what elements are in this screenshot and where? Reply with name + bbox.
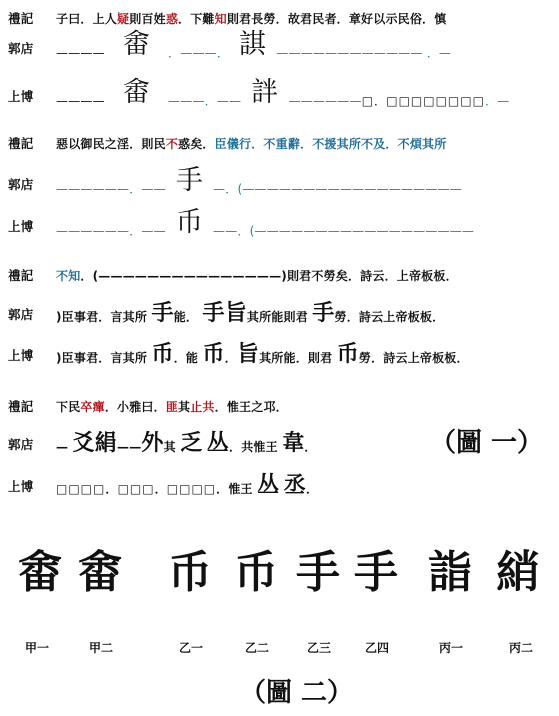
ancient-glyph: 手 [202, 300, 225, 326]
dash-run: ． [374, 93, 387, 108]
ancient-glyph: 詊 [251, 76, 279, 108]
row-text [56, 300, 445, 326]
figure-glyph: 畬 [18, 547, 62, 598]
ancient-glyph: 畬 [122, 76, 151, 108]
ancient-glyph: 币 [151, 341, 174, 367]
figure-1-caption: （圖 一） [430, 428, 544, 458]
ancient-glyph: 手 [175, 164, 204, 196]
text-segment: ．共惟王 [229, 440, 278, 454]
text-segment: 其所能．則君 [259, 351, 333, 365]
text-segment: ． [154, 482, 167, 496]
ancient-glyph: 絹 [94, 430, 117, 456]
row-text [56, 28, 452, 62]
text-segment: ．(———————————————)則君不勞矣．詩云．上帝板板． [80, 268, 458, 283]
dash-run: ．— [484, 93, 510, 108]
missing-box-run: □□□□ [166, 482, 217, 496]
text-segment: )臣事君．言其所 [56, 351, 148, 365]
text-segment: 其 [163, 440, 176, 454]
text-segment: ．惟王之邛． [214, 399, 288, 414]
text-segment: 下民 [56, 399, 81, 414]
row-text [56, 398, 288, 415]
text-segment: 能． [173, 310, 199, 324]
text-segment: 則百姓 [129, 11, 166, 26]
text-segment: ． [304, 440, 317, 454]
figure-glyph-label: 丙二 [508, 641, 533, 655]
highlight-red: 不 [165, 136, 179, 151]
ancient-glyph: 币 [175, 206, 204, 238]
row-label: 上博 [8, 89, 34, 104]
figure-glyph: 币 [168, 547, 212, 598]
dash-run: ．———． [168, 45, 230, 60]
dash-run: ——————．—— [56, 223, 166, 238]
figure-glyph: 手 [354, 547, 398, 598]
ancient-glyph: 諆 [239, 28, 267, 60]
missing-box-run: □□□□ [56, 482, 106, 496]
text-segment: ．小雅曰． [104, 399, 166, 414]
missing-box-run: □□□□□□□□ [386, 93, 485, 108]
row-label: 上博 [8, 479, 34, 494]
text-segment: 勞．詩云上帝板板． [358, 351, 469, 365]
text-segment: ． [105, 482, 118, 496]
text-segment: 則君長勞．故君民者．章好以示民俗．慎 [226, 11, 447, 26]
ancient-glyph: 币 [336, 341, 359, 367]
dash-run: ———— [56, 45, 105, 60]
figure-glyph: 綃 [496, 547, 540, 598]
figure-glyph: 詣 [428, 547, 472, 598]
highlight-red: 卒癉 [80, 399, 105, 414]
text-segment: — [56, 440, 69, 454]
row-label: 郭店 [8, 177, 34, 192]
highlight-red: 疑 [117, 11, 130, 26]
row-label: 禮記 [8, 136, 34, 151]
row-label: 禮記 [8, 268, 34, 283]
text-segment: ．惟王 [216, 482, 253, 496]
ancient-glyph: 丞 [283, 472, 306, 498]
ancient-glyph: 币 [202, 341, 225, 367]
dash-run: ———————————— [276, 45, 423, 60]
missing-box: □ [361, 93, 375, 108]
row-text [56, 206, 475, 240]
text-segment: ． [224, 351, 237, 365]
ancient-glyph: 外 [141, 430, 164, 456]
ancient-glyph: 旨 [224, 300, 247, 326]
row-label: 郭店 [8, 41, 34, 56]
dash-run: —．(—————————————————— [213, 181, 462, 196]
row-label: 郭店 [8, 437, 34, 452]
figure-2-caption: （圖 二） [240, 678, 354, 708]
row-text [56, 472, 319, 498]
text-segment: 其所能則君 [246, 310, 308, 324]
row-text [56, 10, 446, 27]
text-segment: 其 [178, 399, 191, 414]
row-label: 禮記 [8, 399, 34, 414]
text-segment: ． [305, 482, 319, 496]
ancient-glyph: 丛 [257, 472, 280, 498]
figure-glyph-label: 乙一 [178, 641, 203, 655]
dash-run: ．— [426, 45, 452, 60]
highlight-red: 惑 [165, 11, 179, 26]
text-segment: —— [117, 440, 142, 454]
row-label: 禮記 [8, 11, 34, 26]
ancient-glyph: 手 [312, 300, 335, 326]
dash-run: ———— [56, 93, 105, 108]
highlight-red: 止共 [190, 399, 215, 414]
text-segment: 惑矣． [178, 136, 215, 151]
figure-glyph-label: 丙一 [438, 641, 463, 655]
row-label: 上博 [8, 348, 34, 363]
ancient-glyph: 丛 [206, 430, 229, 456]
ancient-glyph: 韋 [282, 430, 305, 456]
ancient-glyph: 爻 [72, 430, 95, 456]
highlight-blue: 不知 [56, 268, 81, 283]
row-label: 郭店 [8, 307, 34, 322]
figure-glyph: 畬 [78, 547, 122, 598]
dash-run: ——————．—— [56, 181, 166, 196]
text-segment: ．下難 [178, 11, 215, 26]
figure-glyph-label: 乙三 [306, 641, 331, 655]
highlight-blue: 臣儀行．不重辭．不援其所不及．不煩其所 [214, 136, 447, 151]
figure-glyph-label: 乙二 [244, 641, 269, 655]
text-segment: 子曰．上人 [56, 11, 118, 26]
text-segment: 惡以御民之淫．則民 [56, 136, 166, 151]
highlight-red: 知 [214, 11, 227, 26]
ancient-glyph: 手 [151, 300, 174, 326]
dash-run: ——．(—————————————————— [213, 223, 475, 238]
row-text [56, 76, 510, 110]
figure-glyph: 币 [234, 547, 278, 598]
row-text [56, 135, 446, 152]
text-segment: 勞．詩云上帝板板． [334, 310, 445, 324]
row-text [56, 267, 458, 284]
row-text [56, 164, 462, 198]
row-label: 上博 [8, 219, 34, 234]
highlight-red: 匪 [165, 399, 179, 414]
ancient-glyph: 畬 [122, 28, 151, 60]
row-text [56, 341, 469, 367]
text-segment: )臣事君．言其所 [56, 310, 148, 324]
figure-glyph-label: 甲二 [88, 641, 113, 655]
dash-run: ———．—— [168, 93, 242, 108]
row-text [56, 430, 317, 456]
text-segment: ．能 [173, 351, 199, 365]
figure-glyph-label: 乙四 [364, 641, 389, 655]
missing-box-run: □□□ [117, 482, 155, 496]
figure-glyph-label: 甲一 [24, 641, 49, 655]
figure-glyph: 手 [296, 547, 340, 598]
ancient-glyph: 乏 [180, 430, 203, 456]
ancient-glyph: 旨 [236, 341, 260, 367]
dash-run: —————— [288, 93, 362, 108]
